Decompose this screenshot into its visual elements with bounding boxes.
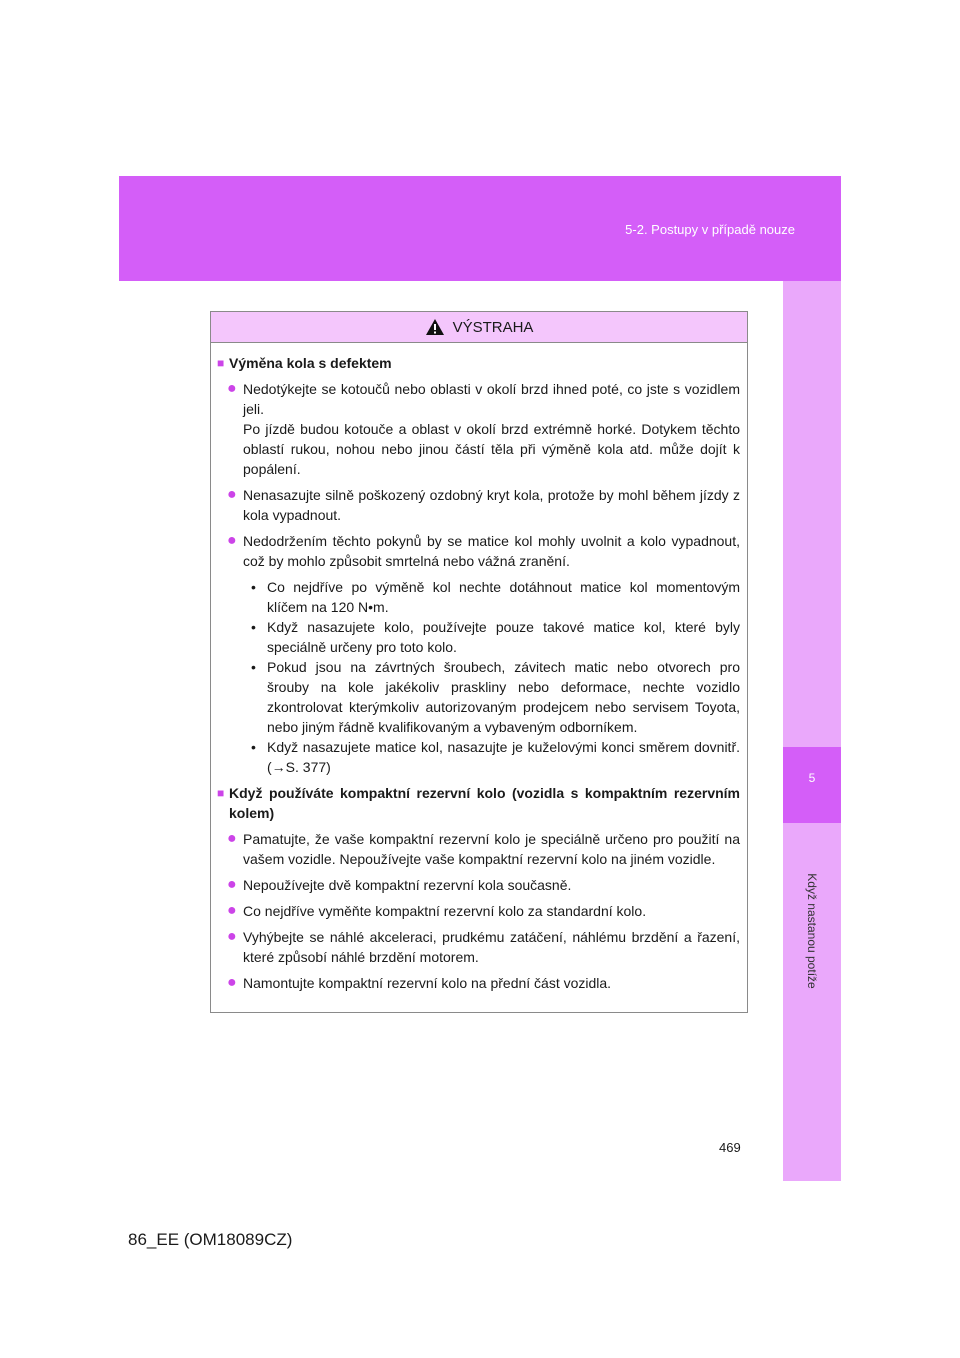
chapter-number-tab [783, 747, 841, 823]
square-bullet-icon: ■ [217, 786, 225, 800]
bullet-paragraph: Po jízdě budou kotouče a oblast v okolí brzd extrémně horké. Dotykem těchto oblastí rukou, nohou nebo jinou částí těla při výměně kola atd. může dojít k popálení. [243, 421, 740, 477]
warning-triangle-icon [425, 318, 445, 336]
list-item [227, 379, 740, 479]
round-bullet-icon: ● [227, 902, 237, 919]
chapter-number: 5 [808, 771, 816, 785]
list-item [227, 531, 740, 571]
bullet-paragraph: Nepoužívejte dvě kompaktní rezervní kola současně. [243, 877, 572, 893]
sub-bullet-mark: • [251, 579, 256, 595]
bullet-paragraph: Namontujte kompaktní rezervní kolo na přední část vozidla. [243, 975, 612, 991]
list-item [227, 875, 740, 895]
chapter-title: Když nastanou potíže [805, 873, 819, 989]
manual-code: 86_EE (OM18089CZ) [128, 1230, 293, 1249]
list-item [227, 829, 740, 869]
round-bullet-icon: ● [227, 876, 237, 893]
square-bullet-icon: ■ [217, 356, 225, 370]
bullet-paragraph: Nedotýkejte se kotoučů nebo oblasti v okolí brzd ihned poté, co jste s vozidlem jeli. [243, 381, 740, 417]
sub-bullet-mark: • [251, 739, 256, 755]
section-heading [217, 353, 740, 373]
section-title: 5-2. Postupy v případě nouze [625, 222, 795, 237]
chapter-side-tab [783, 281, 841, 1181]
round-bullet-icon: ● [227, 830, 237, 847]
warning-body [211, 343, 747, 993]
round-bullet-icon: ● [227, 486, 237, 503]
sub-list-item-text: Co nejdříve po výměně kol nechte dotáhnout matice kol momentovým klíčem na 120 N•m. [267, 579, 740, 615]
list-item [227, 485, 740, 525]
header-band [119, 176, 841, 281]
sub-list-item-text: Když nasazujete kolo, používejte pouze takové matice kol, které byly speciálně určeny pro toto kolo. [267, 619, 740, 655]
bullet-paragraph: Pamatujte, že vaše kompaktní rezervní kolo je speciálně určeno pro použití na vašem vozidle. Nepoužívejte vaše kompaktní rezervní kolo na jiném vozidle. [243, 831, 740, 867]
warning-box [210, 311, 748, 1013]
sub-list-item [251, 577, 740, 617]
list-item [227, 901, 740, 921]
bullet-paragraph: Nenasazujte silně poškozený ozdobný kryt kola, protože by mohl během jízdy z kola vypadnout. [243, 487, 740, 523]
sub-list-item-text: Pokud jsou na závrtných šroubech, závitech matic nebo otvorech pro šrouby na kole jakékoliv praskliny nebo deformace, nechte vozidlo zkontrolovat kterýmkoliv autorizovaným prodejcem nebo servisem Toyota, nebo jiným řádně kvalifikovaným a vybaveným odborníkem. [267, 659, 740, 735]
round-bullet-icon: ● [227, 974, 237, 991]
sub-list-item [251, 657, 740, 737]
round-bullet-icon: ● [227, 532, 237, 549]
round-bullet-icon: ● [227, 928, 237, 945]
bullet-paragraph: Vyhýbejte se náhlé akceleraci, prudkému zatáčení, náhlému brzdění a řazení, které způsobí náhlé brzdění motorem. [243, 929, 740, 965]
sub-list-item-text: Když nasazujete matice kol, nasazujte je kuželovými konci směrem dovnitř. (→S. 377) [267, 739, 740, 775]
section-heading [217, 783, 740, 823]
sub-bullet-mark: • [251, 659, 256, 675]
section-heading-text: Když používáte kompaktní rezervní kolo (vozidla s kompaktním rezervním kolem) [229, 785, 740, 821]
list-item [227, 973, 740, 993]
sub-bullet-mark: • [251, 619, 256, 635]
bullet-paragraph: Nedodržením těchto pokynů by se matice kol mohly uvolnit a kolo vypadnout, což by mohlo způsobit smrtelná nebo vážná zranění. [243, 533, 740, 569]
sub-list-item [251, 617, 740, 657]
list-item [227, 927, 740, 967]
page-number: 469 [719, 1140, 741, 1155]
warning-title: VÝSTRAHA [452, 318, 534, 336]
section-heading-text: Výměna kola s defektem [229, 355, 392, 371]
round-bullet-icon: ● [227, 380, 237, 397]
bullet-paragraph: Co nejdříve vyměňte kompaktní rezervní kolo za standardní kolo. [243, 903, 647, 919]
sub-list-item [251, 737, 740, 777]
warning-header [211, 312, 747, 343]
sub-list [251, 577, 740, 777]
